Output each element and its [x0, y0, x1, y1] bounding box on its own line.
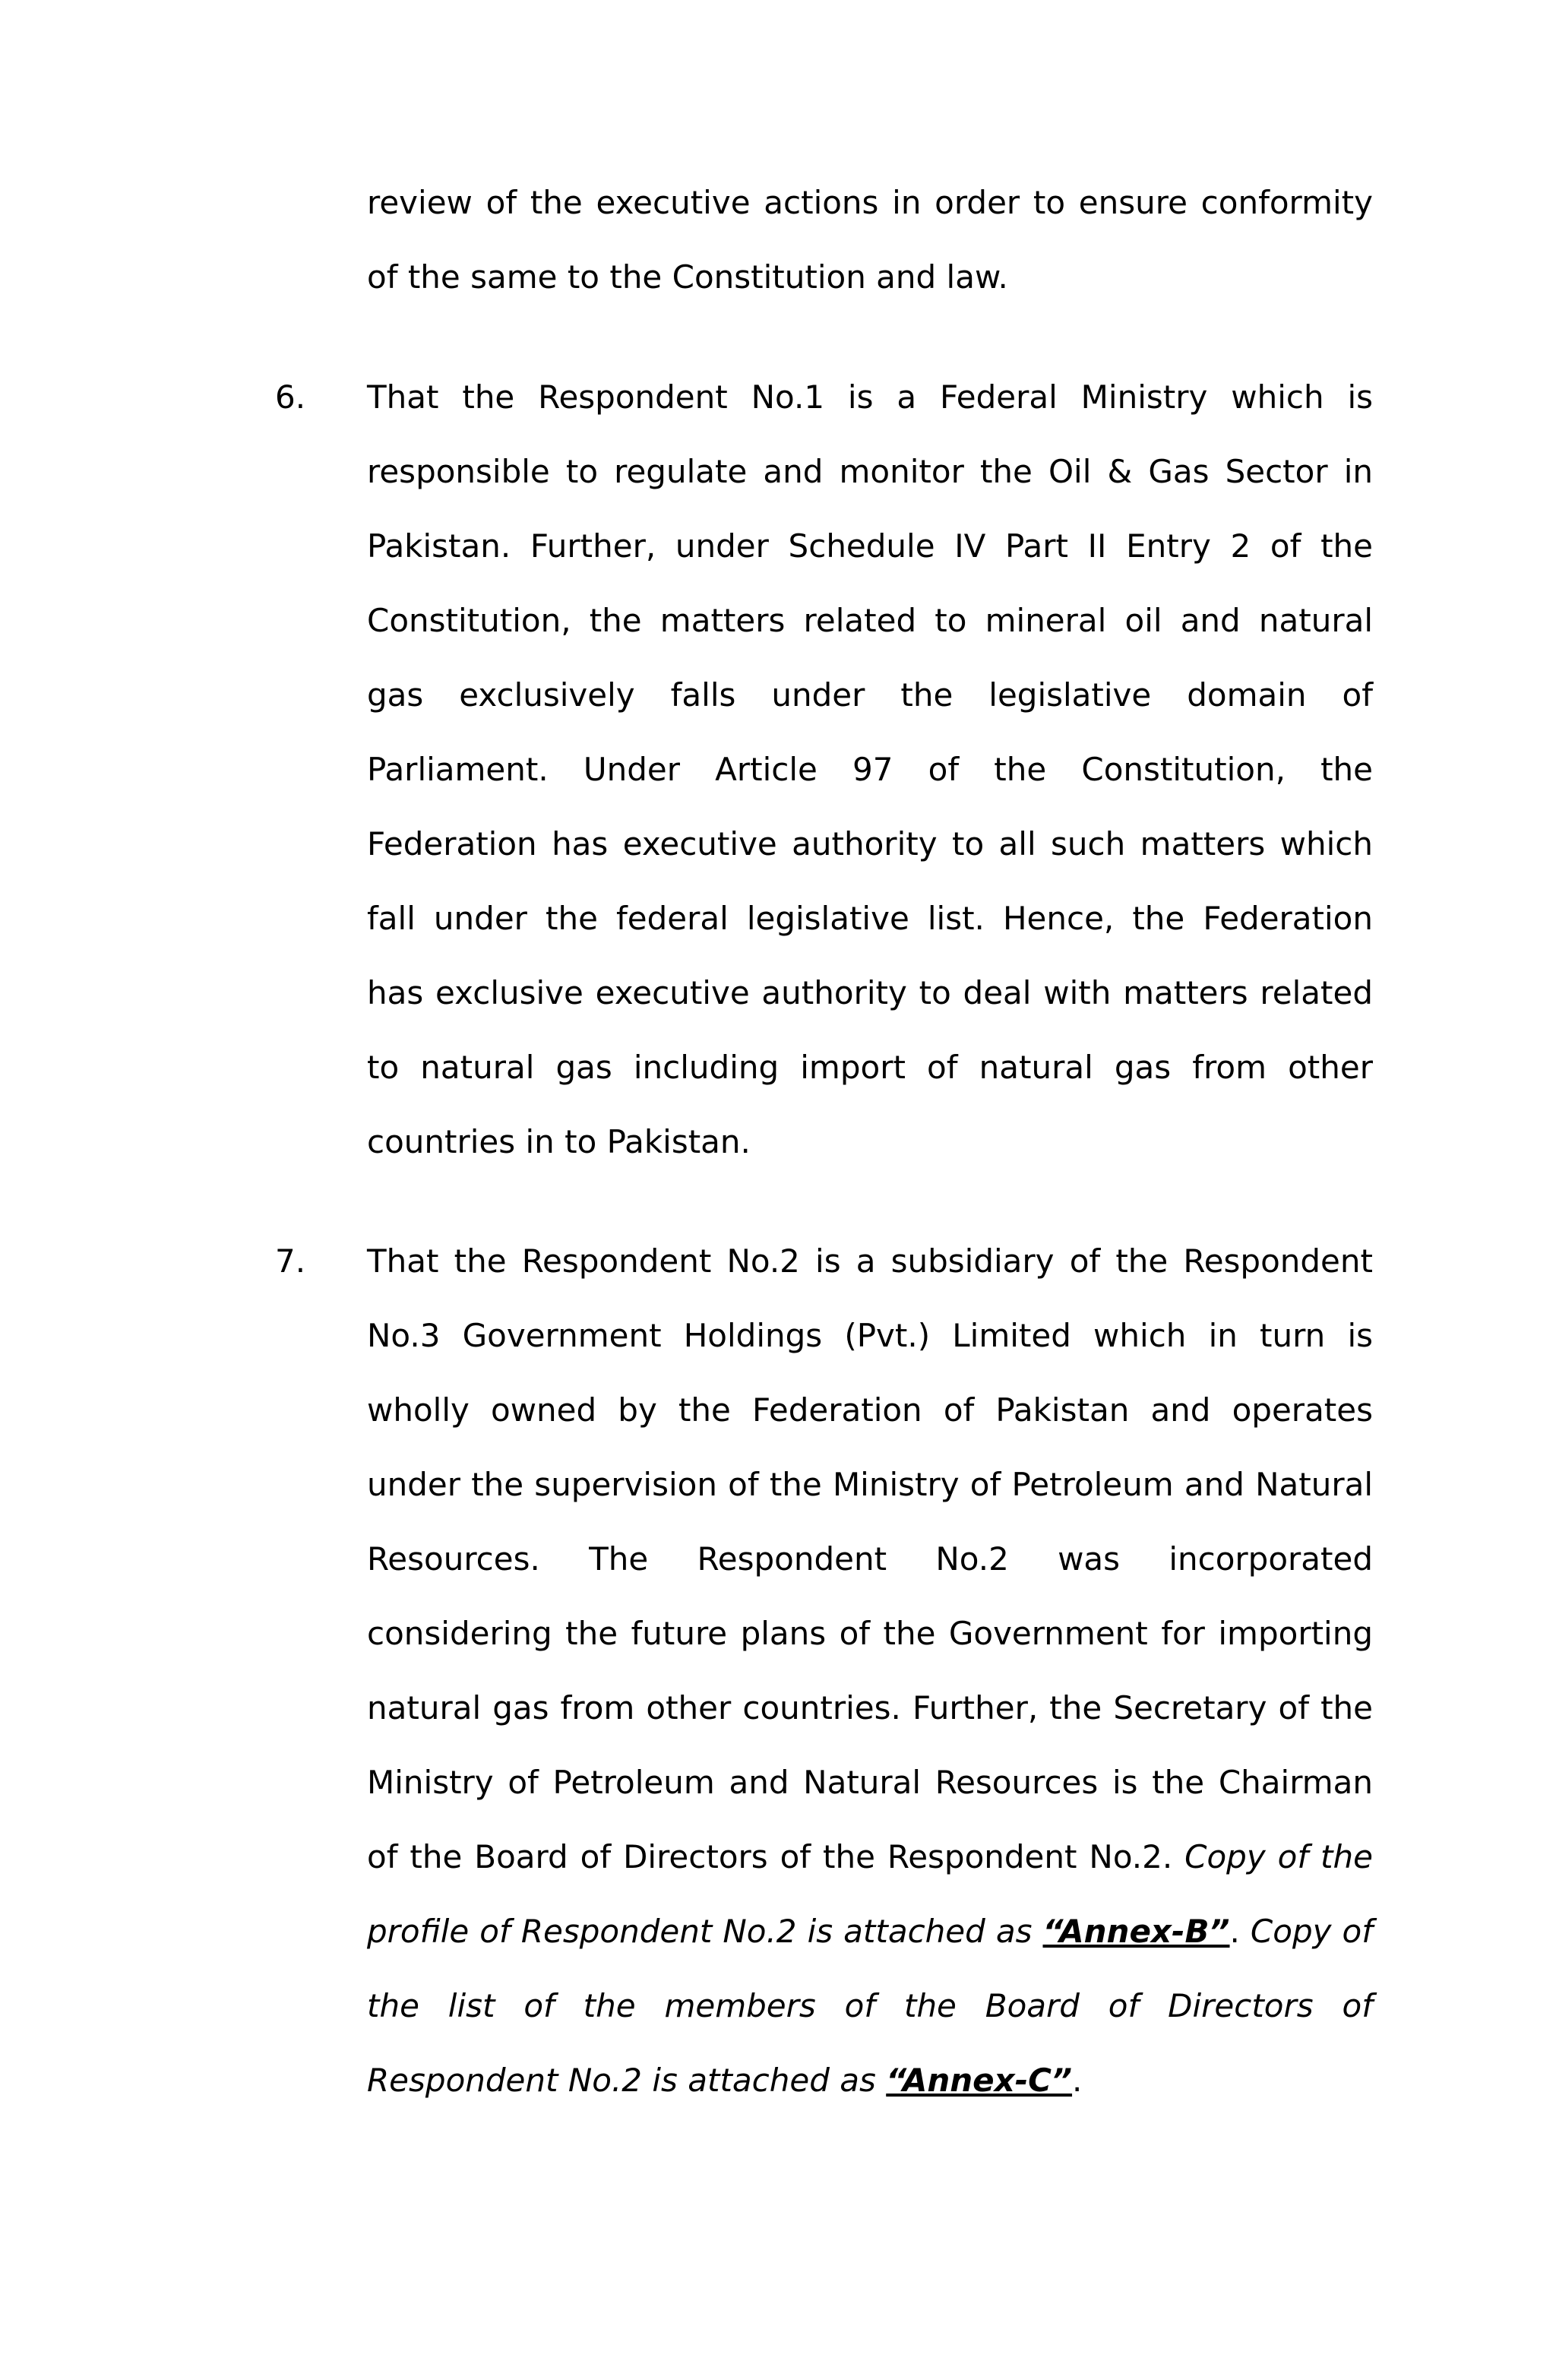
- annex-b-label: “Annex-B”: [1042, 1913, 1230, 1950]
- paragraph-7: [367, 1224, 1373, 2118]
- profile-annex-reference: Copy of the profile of Respondent No.2 is attached as: [367, 1838, 1373, 1950]
- paragraph-6-text: That the Respondent No.1 is a Federal Ministry which is responsible to regulate and monitor the Oil & Gas Sector in Pakistan. Further, under Schedule IV Part II Entry 2 of the Constitution, the matters related to mineral oil and natural gas exclusively falls under the legislative domain of Parliament. Under Article 97 of the Constitution, the Federation has executive authority to all such matters which fall under the federal legislative list. Hence, the Federation has exclusive executive authority to deal with matters related to natural gas including import of natural gas from other countries in to Pakistan.: [367, 378, 1373, 1160]
- annex-c-label: “Annex-C”: [886, 2062, 1073, 2099]
- paragraph-7-text: That the Respondent No.2 is a subsidiary of the Respondent No.3 Government Holdings (Pvt.) Limited which in turn is wholly owned by the Federation of Pakistan and operates under the supervision of the Ministry of Petroleum and Natural Resources. The Respondent No.2 was incorporated considering the future plans of the Government for importing natural gas from other countries. Further, the Secretary of the Ministry of Petroleum and Natural Resources is the Chairman of the Board of Directors of the Respondent No.2.: [367, 1242, 1373, 1875]
- paragraph-6: [367, 360, 1373, 1179]
- board-list-annex-reference: Copy of the list of the members of the Board of Directors of Respondent No.2 is attached as: [367, 1913, 1373, 2099]
- paragraph-number-6: 6.: [275, 378, 306, 416]
- continuation-text: review of the executive actions in order to ensure conformity of the same to the Constitution and law.: [367, 184, 1373, 296]
- annex-c-period: .: [1072, 2062, 1083, 2099]
- annex-b-period: .: [1229, 1913, 1240, 1950]
- paragraph-7-body: [367, 1224, 1373, 2118]
- continuation-paragraph: [367, 166, 1373, 315]
- paragraph-number-7: 7.: [275, 1242, 306, 1280]
